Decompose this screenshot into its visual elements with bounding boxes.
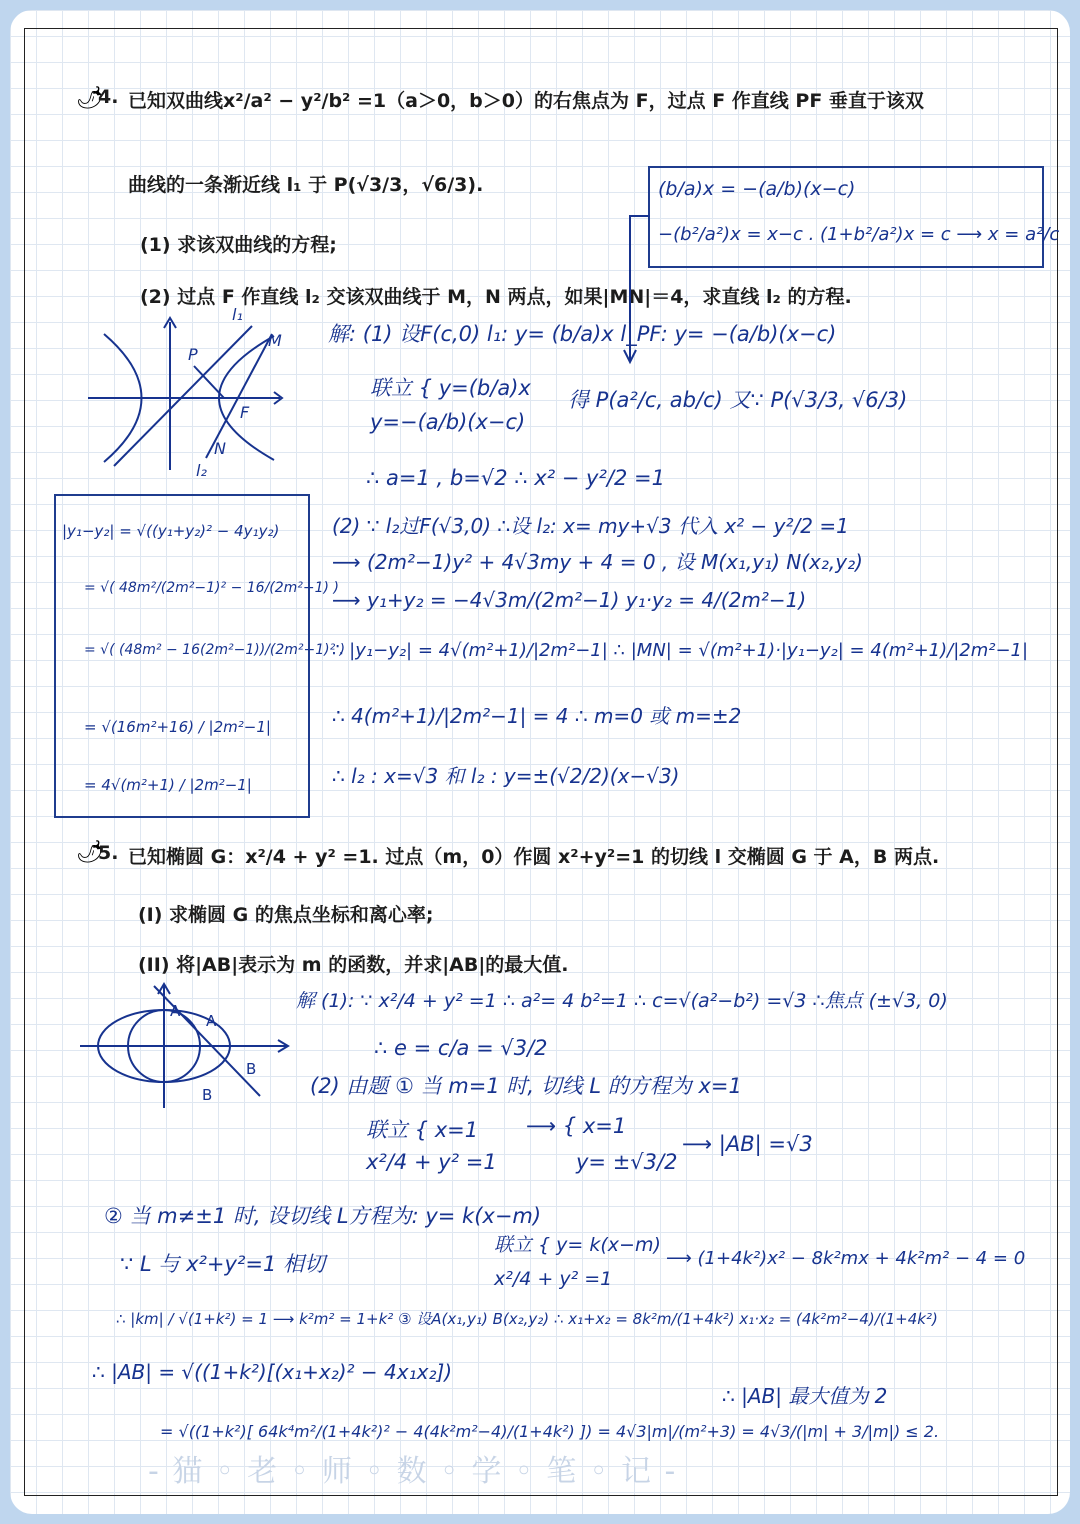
problem5-number: 5. (98, 842, 119, 864)
p5-sol-case1-res-b: y= ±√3/2 (576, 1150, 678, 1174)
p4-sol-result1: ∴ a=1 , b=√2 ∴ x² − y²/2 =1 (366, 466, 665, 490)
fig5-label-A1: A (170, 1002, 181, 1020)
p5-sol-ab-formula: ∴ |AB| = √((1+k²)[(x₁+x₂)² − 4x₁x₂]) (92, 1360, 453, 1384)
left-box-line4: = √(16m²+16) / |2m²−1| (84, 718, 271, 736)
side-box-line2: −(b²/a²)x = x−c . (1+b²/a²)x = c ⟶ x = a²/c (658, 224, 1060, 245)
p4-sol-solve-m: ∴ 4(m²+1)/|2m²−1| = 4 ∴ m=0 或 m=±2 (332, 704, 742, 728)
p4-sol-system-a: 联立 { y=(b/a)x (370, 376, 531, 400)
p4-sol-line1: 解: (1) 设F(c,0) l₁: y= (b/a)x l_PF: y= −(a/b)(x−c) (328, 322, 837, 346)
fig4-label-l1: l₁ (232, 306, 243, 324)
p4-sol-part2-setup: (2) ∵ l₂过F(√3,0) ∴设 l₂: x= my+√3 代入 x² − y²/2 =1 (332, 514, 849, 538)
p5-sol-case2: ② 当 m≠±1 时, 设切线 L方程为: y= k(x−m) (104, 1204, 542, 1228)
watermark: - 猫 ◦ 老 ◦ 师 ◦ 数 ◦ 学 ◦ 笔 ◦ 记 - (148, 1454, 678, 1489)
p5-sol-case1-res-a: ⟶ { x=1 (526, 1114, 627, 1138)
problem4-number: 4. (98, 86, 119, 108)
p5-sol-case1-sys-b: x²/4 + y² =1 (366, 1150, 497, 1174)
left-derivation-box (54, 494, 346, 818)
hyperbola-figure (84, 306, 294, 476)
fig4-label-P: P (188, 345, 198, 364)
fig4-label-N: N (214, 439, 226, 458)
p5-sol-case1-ab: ⟶ |AB| =√3 (682, 1132, 813, 1156)
problem4-statement-line2: 曲线的一条渐近线 l₁ 于 P(√3/3，√6/3). (128, 174, 484, 196)
problem5-statement: 已知椭圆 G：x²/4 + y² =1. 过点（m，0）作圆 x²+y²=1 的切线 l 交椭圆 G 于 A，B 两点. (128, 846, 940, 868)
side-derivation-box (648, 166, 1060, 268)
p5-sol-tangent: ∵ L 与 x²+y²=1 相切 (120, 1252, 326, 1276)
p5-sol-tangent-cond: ∴ |km| / √(1+k²) = 1 ⟶ k²m² = 1+k² ③ 设A(x₁,y₁) B(x₂,y₂) ∴ x₁+x₂ = 8k²m/(1+4k²) x₁·x₂ = (4k²m²−4)/(1+4k²) (116, 1310, 938, 1328)
side-box-line1: (b/a)x = −(a/b)(x−c) (658, 178, 856, 200)
p4-sol-point-p: 得 P(a²/c, ab/c) 又∵ P(√3/3, √6/3) (568, 388, 908, 412)
ellipse-figure (74, 978, 304, 1114)
p4-sol-vieta: ⟶ y₁+y₂ = −4√3m/(2m²−1) y₁·y₂ = 4/(2m²−1) (332, 588, 807, 612)
problem5-part1: (I) 求椭圆 G 的焦点坐标和离心率; (138, 904, 434, 926)
chili-icon-2: 🌶 (76, 840, 104, 865)
left-box-line5: = 4√(m²+1) / |2m²−1| (84, 776, 252, 794)
p5-sol-eccentricity: ∴ e = c/a = √3/2 (374, 1036, 548, 1060)
p4-sol-system-b: y=−(a/b)(x−c) (370, 410, 526, 434)
p4-sol-mn-length: ∴ |y₁−y₂| = 4√(m²+1)/|2m²−1| ∴ |MN| = √(m²+1)·|y₁−y₂| = 4(m²+1)/|2m²−1| (332, 640, 1029, 661)
p4-sol-quadratic: ⟶ (2m²−1)y² + 4√3my + 4 = 0 , 设 M(x₁,y₁) N(x₂,y₂) (332, 550, 863, 574)
p4-sol-answer: ∴ l₂ : x=√3 和 l₂ : y=±(√2/2)(x−√3) (332, 764, 680, 788)
p5-sol-line1: 解 (1): ∵ x²/4 + y² =1 ∴ a²= 4 b²=1 ∴ c=√(a²−b²) =√3 ∴焦点 (±√3, 0) (296, 990, 948, 1012)
p5-sol-case1: (2) 由题 ① 当 m=1 时, 切线 L 的方程为 x=1 (310, 1074, 742, 1098)
left-box-line2: = √( 48m²/(2m²−1)² − 16/(2m²−1) ) (84, 580, 339, 596)
problem4-part2: (2) 过点 F 作直线 l₂ 交该双曲线于 M，N 两点，如果|MN|＝4，求直线 l₂ 的方程. (140, 286, 852, 308)
p5-sol-final: = √((1+k²)[ 64k⁴m²/(1+4k²)² − 4(4k²m²−4)/(1+4k²) ]) = 4√3|m|/(m²+3) = 4√3/(|m| + 3/|m|) ≤ 2. (160, 1422, 940, 1441)
p5-sol-case2-sys-a: 联立 { y= k(x−m) (494, 1234, 661, 1256)
fig5-label-B1: B (246, 1060, 257, 1078)
fig4-label-M: M (268, 331, 282, 350)
left-box-line3: = √( (48m² − 16(2m²−1))/(2m²−1)² ) (84, 642, 346, 658)
fig4-label-F: F (240, 403, 250, 422)
p5-sol-case2-quadratic: ⟶ (1+4k²)x² − 8k²mx + 4k²m² − 4 = 0 (666, 1248, 1026, 1269)
notebook-page (10, 10, 1070, 1514)
chili-icon: 🌶 (76, 86, 104, 111)
problem4-part1: (1) 求该双曲线的方程; (140, 234, 337, 256)
p5-sol-max: ∴ |AB| 最大值为 2 (722, 1384, 888, 1408)
fig5-label-A2: A (206, 1012, 217, 1030)
fig4-label-l2: l₂ (196, 461, 207, 476)
p5-sol-case2-sys-b: x²/4 + y² =1 (494, 1268, 613, 1290)
left-box-line1: |y₁−y₂| = √((y₁+y₂)² − 4y₁y₂) (62, 522, 280, 540)
problem4-statement-line1: 已知双曲线x²/a² − y²/b² =1（a＞0，b＞0）的右焦点为 F，过点 F 作直线 PF 垂直于该双 (128, 90, 924, 112)
fig5-label-B2: B (202, 1086, 213, 1104)
p5-sol-case1-sys-a: 联立 { x=1 (366, 1118, 479, 1142)
problem5-part2: (II) 将|AB|表示为 m 的函数，并求|AB|的最大值. (138, 954, 569, 976)
